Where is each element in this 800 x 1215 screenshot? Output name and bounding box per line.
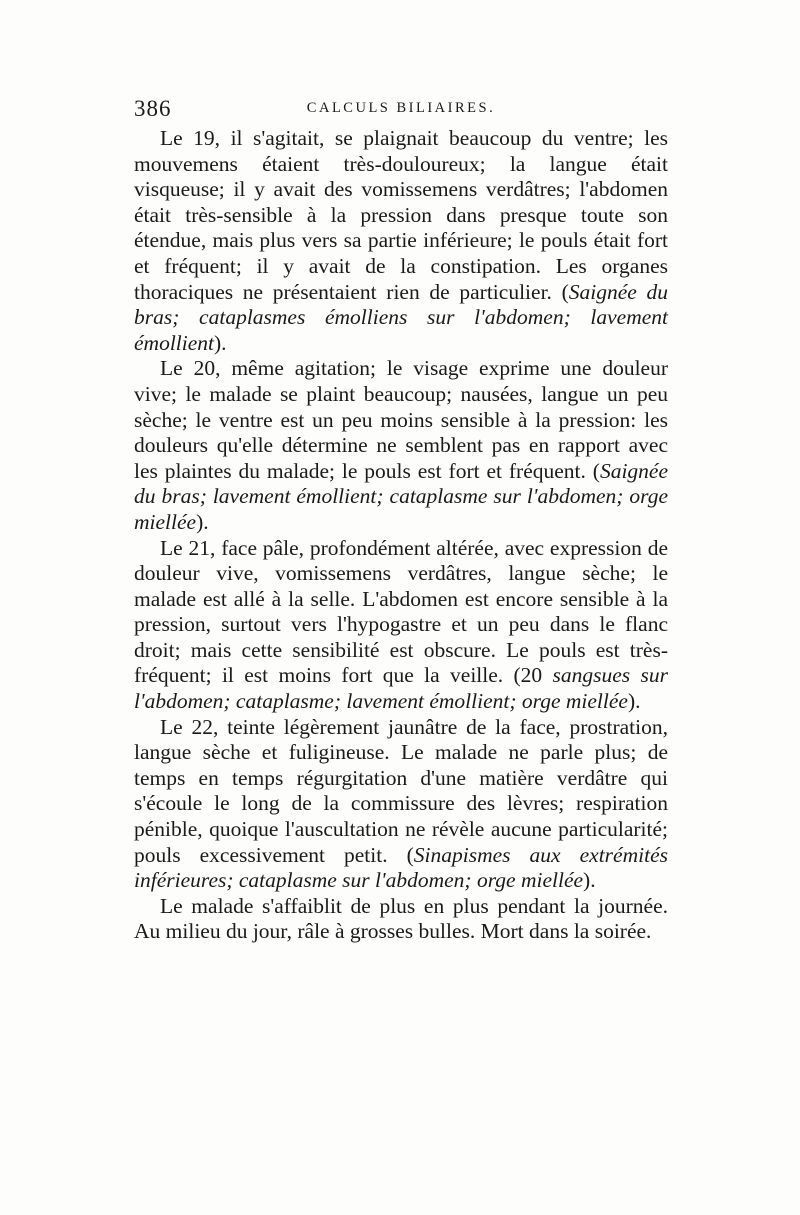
paragraph-text: Le 22, teinte légèrement jaunâtre de la face, prostration, langue sèche et fuligineuse. Le malade ne parle plus; de temps en temps régurgitation d'une matière verdâtre qui s'écoule le long de la commissure des lèvres; respiration pénible, quoique l'auscultation ne révèle aucune particularité; pouls excessivement petit. ( <box>134 714 668 867</box>
body-text <box>134 126 668 945</box>
paragraph-death <box>134 894 668 945</box>
paragraph-end: ). <box>196 509 209 534</box>
running-title: CALCULS BILIAIRES. <box>306 100 496 116</box>
paragraph-text: Le 20, même agitation; le visage exprime une douleur vive; le malade se plaint beaucoup; nausées, langue un peu sèche; le ventre est un peu moins sensible à la pression: les douleurs qu'elle détermine ne semblent pas en rapport avec les plaintes du malade; le pouls est fort et fréquent. ( <box>134 356 668 483</box>
treatment-note: Saignée du bras; lavement émollient; cataplasme sur l'abdomen; orge miellée <box>134 458 668 534</box>
treatment-note: Sinapismes aux extrémités inférieures; cataplasme sur l'abdomen; orge miellée <box>134 842 668 893</box>
paragraph-day-19 <box>134 126 668 356</box>
paragraph-day-20 <box>134 356 668 535</box>
paragraph-day-21 <box>134 536 668 715</box>
running-head <box>134 96 668 124</box>
paragraph-end: ). <box>627 689 641 714</box>
treatment-note: sangsues sur l'abdomen; cataplasme; lavement émollient; orge miellée <box>134 663 668 714</box>
treatment-note: Saignée du bras; cataplasmes émolliens sur l'abdomen; lavement émollient <box>134 279 669 355</box>
paragraph-text: Le malade s'affaiblit de plus en plus pendant la journée. Au milieu du jour, râle à grosses bulles. Mort dans la soirée. <box>134 893 668 944</box>
paragraph-day-22 <box>134 715 668 894</box>
paragraph-end: ). <box>583 868 596 893</box>
paragraph-end: ). <box>214 330 227 355</box>
paragraph-text: Le 21, face pâle, profondément altérée, avec expression de douleur vive, vomissemens verdâtres, langue sèche; le malade est allé à la selle. L'abdomen est encore sensible à la pression, surtout vers l'hypogastre et un peu dans le flanc droit; mais cette sensibilité est obscure. Le pouls est très-fréquent; il est moins fort que la veille. (20 <box>134 535 668 688</box>
page-number: 386 <box>134 96 172 121</box>
paragraph-text: Le 19, il s'agitait, se plaignait beaucoup du ventre; les mouvemens étaient très-douloureux; la langue était visqueuse; il y avait des vomissemens verdâtres; l'abdomen était très-sensible à la pression dans presque toute son étendue, mais plus vers sa partie inférieure; le pouls était fort et fréquent; il y avait de la constipation. Les organes thoraciques ne présentaient rien de particulier. ( <box>134 126 668 304</box>
